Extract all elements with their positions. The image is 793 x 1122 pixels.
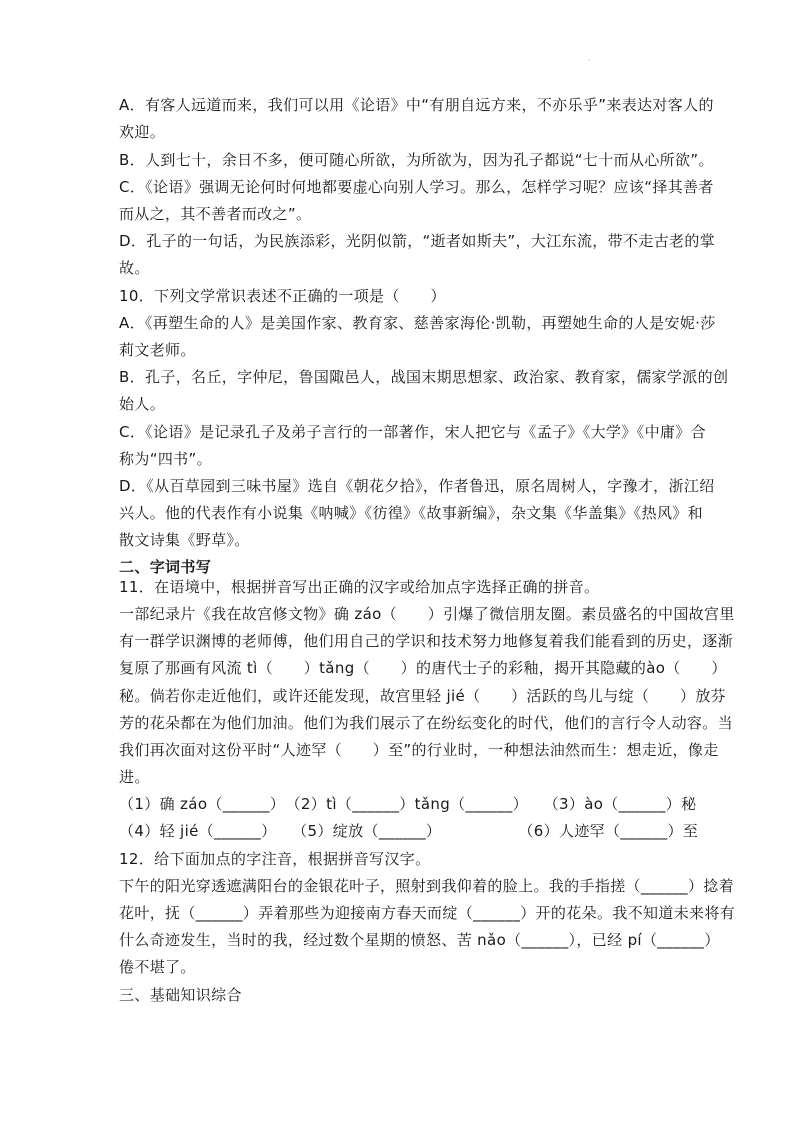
text-line: 什么奇迹发生，当时的我，经过数个星期的愤怒、苦 nǎo（______），已经 pí（______）	[119, 931, 720, 949]
text-line: 兴人。他的代表作有小说集《呐喊》《彷徨》《故事新编》，杂文集《华盖集》《热风》和	[119, 504, 704, 522]
section-heading: 三、基础知识综合	[119, 986, 242, 1004]
question-title: 11．在语境中，根据拼音写出正确的汉字或给加点字选择正确的拼音。	[119, 578, 600, 596]
text-line: B．孔子，名丘，字仲尼，鲁国陬邑人，战国末期思想家、政治家、教育家，儒家学派的创	[119, 368, 729, 386]
text-line: 秘。倘若你走近他们，或许还能发现，故宫里轻 jié（ ）活跃的鸟儿与绽（ ）放芬	[119, 687, 727, 705]
text-line: A．《再塑生命的人》是美国作家、教育家、慈善家海伦·凯勒，再塑她生命的人是安妮·莎	[119, 314, 716, 332]
text-line: 一部纪录片《我在故宫修文物》确 záo（ ）引爆了微信朋友圈。素员盛名的中国故宫里	[119, 605, 735, 623]
text-line: 称为“四书”。	[119, 450, 212, 468]
text-line: 倦不堪了。	[119, 958, 196, 976]
question-title: 12．给下面加点的字注音，根据拼音写汉字。	[119, 850, 431, 868]
text-line: 始人。	[119, 395, 166, 413]
text-line: 而从之，其不善者而改之”。	[119, 205, 312, 223]
text-line: 花叶，抚（______）弄着那些为迎接南方春天而绽（______）开的花朵。我不知道未来将有	[119, 904, 736, 922]
text-line: 复原了那画有风流 tì（ ）tǎng（ ）的唐代士子的彩釉，揭开其隐藏的ào（ ）	[119, 659, 727, 677]
text-line: 芳的花朵都在为他们加油。他们为我们展示了在纷纭变化的时代，他们的言行令人动容。当	[119, 714, 734, 732]
answer-blanks: （1）确 záo（______） （2）tì（______）tǎng（______） （3）ào（______）秘	[119, 795, 697, 813]
text-line: D．孔子的一句话，为民族添彩，光阴似箭，“逝者如斯夫”，大江东流，带不走古老的掌	[119, 232, 716, 250]
answer-blanks: （4）轻 jié（______） （5）绽放（______） （6）人迹罕（______）至	[119, 822, 699, 840]
text-line: C．《论语》强调无论何时何地都要虚心向别人学习。那么，怎样学习呢？应该“择其善者	[119, 178, 714, 196]
text-line: 欢迎。	[119, 123, 166, 141]
text-line: 莉文老师。	[119, 341, 196, 359]
text-line: 进。	[119, 768, 150, 786]
text-line: 下午的阳光穿透遮满阳台的金银花叶子，照射到我仰着的脸上。我的手指搓（______）捻着	[119, 877, 735, 895]
text-line: 故。	[119, 259, 150, 277]
text-line: C．《论语》是记录孔子及弟子言行的一部著作，宋人把它与《孟子》《大学》《中庸》合	[119, 423, 706, 441]
text-line: A．有客人远道而来，我们可以用《论语》中“有朋自远方来，不亦乐乎”来表达对客人的	[119, 96, 714, 114]
text-line: 散文诗集《野草》。	[119, 531, 250, 549]
text-line: 有一群学识渊博的老师傅，他们用自己的学识和技术努力地修复着我们能看到的历史，逐渐	[119, 632, 734, 650]
question-title: 10．下列文学常识表述不正确的一项是（ ）	[119, 287, 446, 305]
header-mark: ·	[588, 56, 591, 65]
text-line: B．人到七十，余日不多，便可随心所欲，为所欲为，因为孔子都说“七十而从心所欲”。	[119, 151, 714, 169]
section-heading: 二、字词书写	[119, 558, 212, 576]
text-line: D．《从百草园到三味书屋》选自《朝花夕拾》，作者鲁迅，原名周树人，字豫才，浙江绍	[119, 477, 715, 495]
text-line: 我们再次面对这份平时“人迹罕（ ）至”的行业时，一种想法油然而生：想走近，像走	[119, 741, 719, 759]
